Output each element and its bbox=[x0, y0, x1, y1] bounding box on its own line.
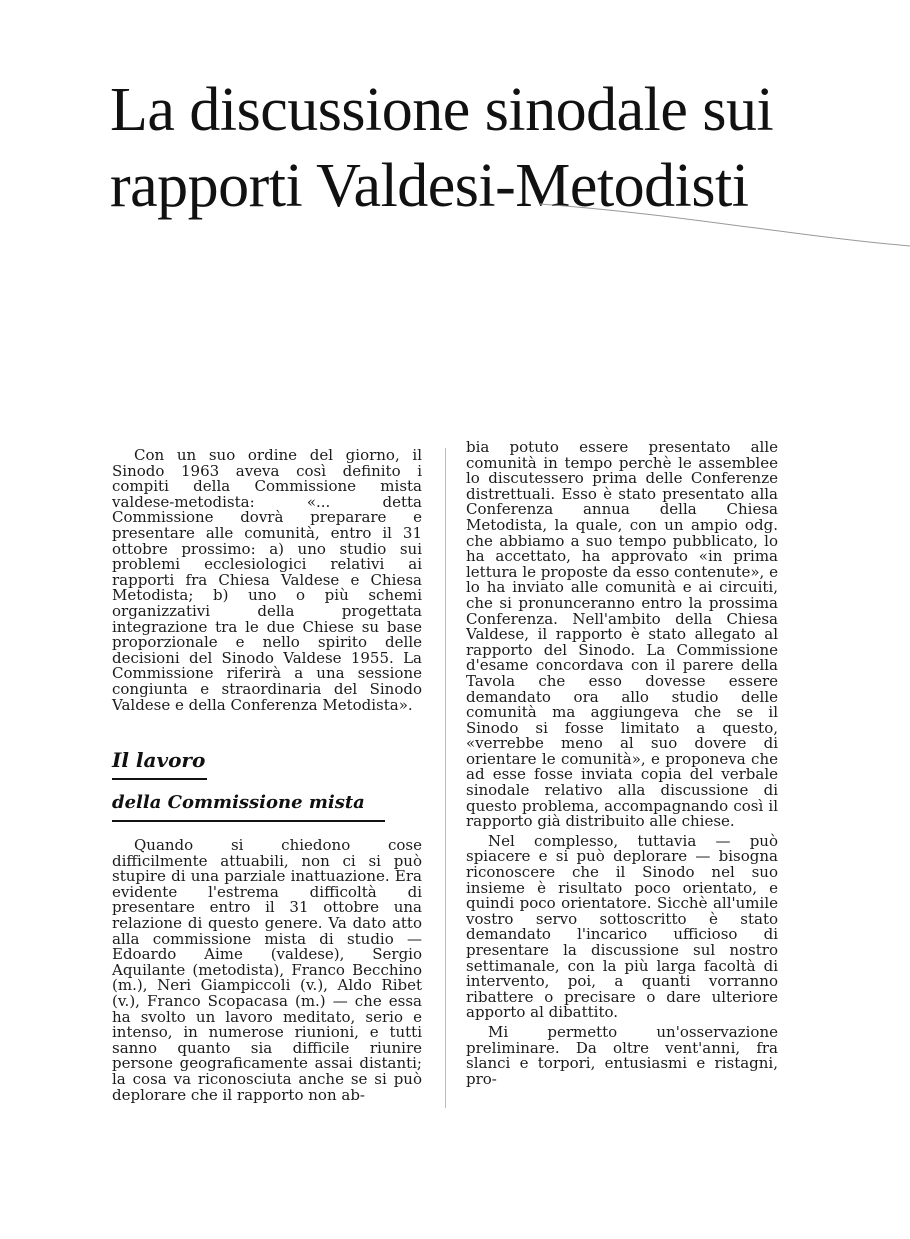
heading-rule-long bbox=[112, 820, 385, 822]
right-paragraph-1: bia potuto essere presentato alle comunità in tempo perchè le assemblee lo discutessero prima delle Conferenze distrettuali. Esso è stato presentato alla Conferenza annua della Chiesa Metodista, la quale, con un ampio odg. che abbiamo a suo tempo pubblicato, lo ha accettato, ha approvato «in prima lettura le proposte da esso contenute», e lo ha inviato alle comunità e ai circuiti, che si pronunceranno entro la prossima Conferenza. Nell'ambito della Chiesa Valdese, il rapporto è stato allegato al rapporto del Sinodo. La Commissione d'esame concordava con il parere della Tavola che esso dovesse essere demandato ora allo studio delle comunità ma aggiungeva che se il Sinodo si fosse limitato a questo, «verrebbe meno al suo dovere di orientare le comunità», e proponeva che ad esse fosse inviata copia del verbale sinodale relativo alla discussione di questo problema, accompagnando così il rapporto già distribuito alle chiese. bbox=[466, 438, 778, 831]
intro-paragraph: Con un suo ordine del giorno, il Sinodo 1963 aveva così definito i compiti della Commissione mista valdese-metodista: «... detta Commissione dovrà preparare e presentare alle comunità, entro il 31 ottobre prossimo: a) uno studio sui problemi ecclesiologici relativi ai rapporti fra Chiesa Valdese e Chiesa Metodista; b) uno o più schemi organizzativi della progettata integrazione tra le due Chiese su base proporzionale e nello spirito delle decisioni del Sinodo Valdese 1955. La Commissione riferirà a una sessione congiunta e straordinaria del Sinodo Valdese e della Conferenza Metodista». bbox=[112, 446, 422, 714]
article-title-line-2: rapporti Valdesi-Metodisti bbox=[110, 152, 749, 220]
section-heading-secondary: della Commissione mista bbox=[112, 792, 365, 813]
heading-rule-short bbox=[112, 778, 207, 780]
right-paragraph-3: Mi permetto un'osservazione preliminare. Da oltre vent'anni, fra slanci e torpori, entusiasmi e ristagni, pro- bbox=[466, 1022, 778, 1088]
paper-tear-mark bbox=[540, 196, 910, 256]
body-paragraph: Quando si chiedono cose difficilmente attuabili, non ci si può stupire di una parziale inattuazione. Era evidente l'estrema difficoltà di presentare entro il 31 ottobre una relazione di questo genere. Va dato atto alla commissione mista di studio — Edoardo Aime (valdese), Sergio Aquilante (metodista), Franco Becchino (m.), Neri Giampiccoli (v.), Aldo Ribet (v.), Franco Scopacasa (m.) — che essa ha svolto un lavoro meditato, serio e intenso, in numerose riunioni, e tutti sanno quanto sia difficile riunire persone geograficamente assai distanti; la cosa va riconosciuta anche se si può deplorare che il rapporto non ab- bbox=[112, 836, 422, 1104]
section-heading-primary: Il lavoro bbox=[112, 748, 206, 772]
right-paragraph-2: Nel complesso, tuttavia — può spiacere e si può deplorare — bisogna riconoscere che il Sinodo nel suo insieme è risultato poco orientato, e quindi poco orientatore. Sicchè all'umile vostro servo sottoscritto è stato demandato l'incarico ufficioso di presentare la discussione sul nostro settimanale, con la più larga facoltà di intervento, poi, a quanti vorranno ribattere o precisare o dare ulteriore apporto al dibattito. bbox=[466, 831, 778, 1022]
left-column-intro bbox=[112, 448, 422, 713]
left-column-body bbox=[112, 838, 422, 1103]
column-divider bbox=[445, 448, 446, 1108]
right-column bbox=[466, 440, 778, 1087]
article-title-line-1: La discussione sinodale sui bbox=[110, 76, 774, 144]
